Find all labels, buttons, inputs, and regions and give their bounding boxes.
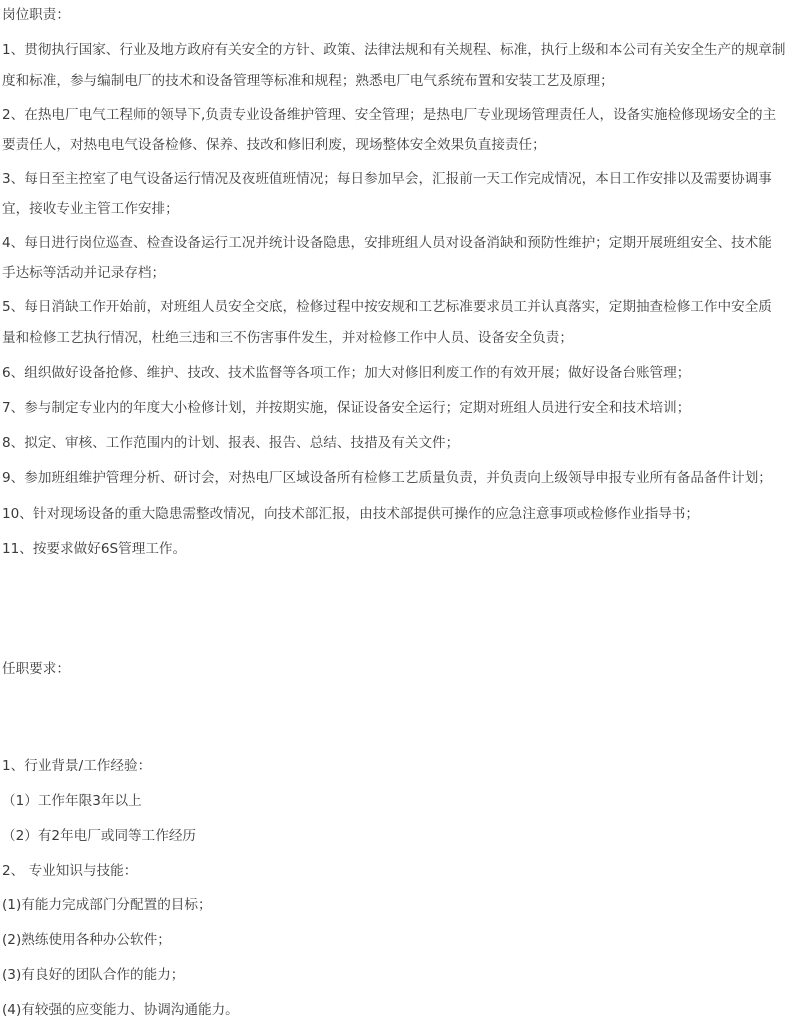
experience-title: 1、行业背景/工作经验： xyxy=(2,758,152,774)
duty-6: 6、组织做好设备抢修、维护、技改、技术监督等各项工作；加大对修旧利废工作的有效开展；做好设备台账管理； xyxy=(2,365,691,381)
duty-5-line-1: 5、每日消缺工作开始前，对班组人员安全交底，检修过程中按安规和工艺标准要求员工并认真落实，定期抽查检修工作中安全质 xyxy=(2,299,772,315)
duty-11: 11、按要求做好6S管理工作。 xyxy=(2,541,187,557)
experience-item-1: （1）工作年限3年以上 xyxy=(2,793,142,809)
skills-item-4: (4)有较强的应变能力、协调沟通能力。 xyxy=(2,1002,239,1018)
skills-title: 2、 专业知识与技能： xyxy=(2,863,138,879)
experience-item-2: （2）有2年电厂或同等工作经历 xyxy=(2,828,197,844)
duties-heading: 岗位职责： xyxy=(2,7,70,23)
duty-2-line-2: 要责任人，对热电电气设备检修、保养、技改和修旧利废，现场整体安全效果负直接责任； xyxy=(2,137,546,153)
skills-item-2: (2)熟练使用各种办公软件； xyxy=(2,932,171,948)
duty-3-line-1: 3、每日至主控室了电气设备运行情况及夜班值班情况；每日参加早会，汇报前一天工作完成情况，本日工作安排以及需要协调事 xyxy=(2,171,772,187)
duty-4-line-2: 手达标等活动并记录存档； xyxy=(2,265,166,281)
duty-3-line-2: 宜，接收专业主管工作安排； xyxy=(2,201,179,217)
duty-7: 7、参与制定专业内的年度大小检修计划，并按期实施，保证设备安全运行；定期对班组人员进行安全和技术培训； xyxy=(2,400,691,416)
duty-2-line-1: 2、在热电厂电气工程师的领导下,负责专业设备维护管理、安全管理；是热电厂专业现场管理责任人，设备实施检修现场安全的主 xyxy=(2,107,777,123)
duty-8: 8、拟定、审核、工作范围内的计划、报表、报告、总结、技措及有关文件； xyxy=(2,435,460,451)
duty-10: 10、针对现场设备的重大隐患需整改情况，向技术部汇报，由技术部提供可操作的应急注意事项或检修作业指导书； xyxy=(2,506,699,522)
duty-4-line-1: 4、每日进行岗位巡查、检查设备运行工况并统计设备隐患，安排班组人员对设备消缺和预防性维护；定期开展班组安全、技术能 xyxy=(2,235,772,251)
requirements-heading: 任职要求： xyxy=(2,661,70,677)
duty-1-line-1: 1、贯彻执行国家、行业及地方政府有关安全的方针、政策、法律法规和有关规程、标准，执行上级和本公司有关安全生产的规章制 xyxy=(2,42,786,58)
skills-item-3: (3)有良好的团队合作的能力； xyxy=(2,967,185,983)
duty-1-line-2: 度和标准，参与编制电厂的技术和设备管理等标准和规程；熟悉电厂电气系统布置和安装工艺及原理； xyxy=(2,73,614,89)
duty-5-line-2: 量和检修工艺执行情况，杜绝三违和三不伤害事件发生，并对检修工作中人员、设备安全负责； xyxy=(2,330,573,346)
skills-item-1: (1)有能力完成部门分配置的目标； xyxy=(2,897,212,913)
duty-9: 9、参加班组维护管理分析、研讨会，对热电厂区域设备所有检修工艺质量负责，并负责向上级领导申报专业所有备品备件计划； xyxy=(2,470,772,486)
